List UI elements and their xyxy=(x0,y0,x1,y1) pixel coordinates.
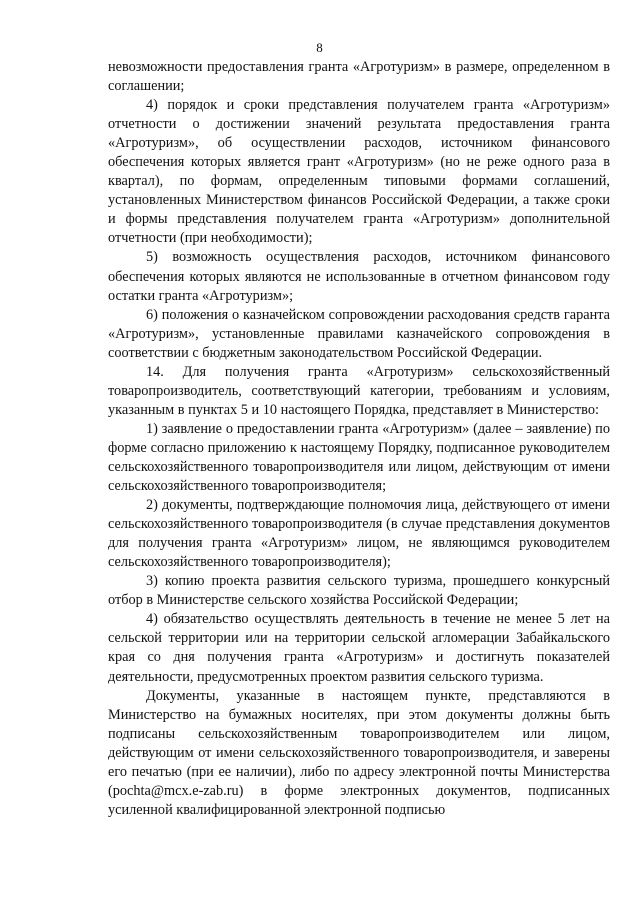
paragraph-clause-14: 14. Для получения гранта «Агротуризм» сельскохозяйственный товаропроизводитель, соответствующий категории, требованиям и условиям, указанным в пунктах 5 и 10 настоящего Порядка, представляет в Министерство: xyxy=(108,363,610,418)
paragraph-item-5-expenses: 5) возможность осуществления расходов, источником финансового обеспечения которых являются не использованные в отчетном финансовом году остатки гранта «Агротуризм»; xyxy=(108,249,610,304)
body-text xyxy=(108,58,610,820)
paragraph-item-4-reporting: 4) порядок и сроки представления получателем гранта «Агротуризм» отчетности о достижении значений результата предоставления гранта «Агротуризм», об осуществлении расходов, источником финансового обеспечения которых является грант «Агротуризм» (но не реже одного раза в квартал), по формам, определенным типовыми формами соглашений, установленных Министерством финансов Российской Федерации, а также сроки и формы представления получателем гранта «Агротуризм» дополнительной отчетности (при необходимости); xyxy=(108,97,610,247)
paragraph-item-6-treasury: 6) положения о казначейском сопровождении расходования средств гаранта «Агротуризм», установленные правилами казначейского сопровождения в соответствии с бюджетным законодательством Российской Федерации. xyxy=(108,306,610,361)
paragraph-item-1-application: 1) заявление о предоставлении гранта «Агротуризм» (далее – заявление) по форме согласно приложению к настоящему Порядку, подписанное руководителем сельскохозяйственного товаропроизводителя или лицом, действующим от имени сельскохозяйственного товаропроизводителя; xyxy=(108,420,610,495)
page-number: 8 xyxy=(316,40,323,55)
paragraph-continuation: невозможности предоставления гранта «Агротуризм» в размере, определенном в соглашении; xyxy=(108,59,610,95)
paragraph-item-4-obligation: 4) обязательство осуществлять деятельность в течение не менее 5 лет на сельской территории или на территории сельской агломерации Забайкальского края со дня получения гранта «Агротуризм» и достигнуть показателей деятельности, предусмотренных проектом развития сельского туризма. xyxy=(108,611,610,685)
paragraph-item-3-project-copy: 3) копию проекта развития сельского туризма, прошедшего конкурсный отбор в Министерстве сельского хозяйства Российской Федерации; xyxy=(108,573,610,609)
paragraph-documents-submission: Документы, указанные в настоящем пункте, представляются в Министерство на бумажных носителях, при этом документы должны быть подписаны сельскохозяйственным товаропроизводителем или лицом, действующим от имени сельскохозяйственного товаропроизводителя, и заверены его печатью (при ее наличии), либо по адресу электронной почты Министерства (pochta@mcx.e-zab.ru) в форме электронных документов, подписанных усиленной квалифицированной электронной подписью xyxy=(108,687,610,818)
paragraph-item-2-authority: 2) документы, подтверждающие полномочия лица, действующего от имени сельскохозяйственного товаропроизводителя (в случае представления документов для получения гранта «Агротуризм» лицом, не являющимся руководителем сельскохозяйственного товаропроизводителя); xyxy=(108,497,610,571)
